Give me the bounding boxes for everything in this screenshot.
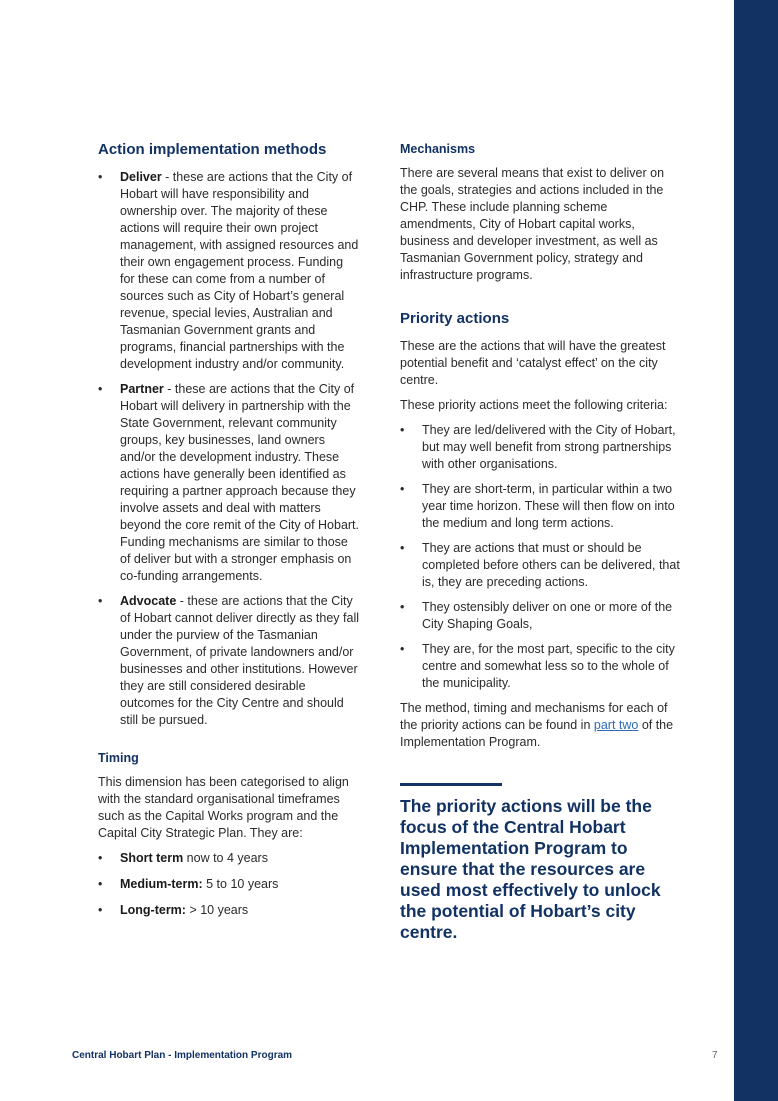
method-text: - these are actions that the City of Hobart will delivery in partnership with the State Government, relevant community groups, key businesses, land owners and/or the development industry. These actions have generally been identified as requiring a partner approach because they involve assets and deal with matters beyond the core remit of the City of Hobart. Funding mechanisms are similar to those of deliver but with a stronger emphasis on co-funding arrangements. [120, 382, 360, 583]
footer-title: Central Hobart Plan - Implementation Program [72, 1050, 293, 1061]
timing-term: Long-term: [120, 903, 186, 917]
bullet-icon: • [400, 423, 405, 437]
method-item-deliver [98, 169, 360, 373]
bullet-icon: • [98, 903, 103, 917]
priority-criteria-intro: These priority actions meet the following criteria: [400, 398, 668, 412]
criteria-item [400, 540, 682, 591]
timing-list [98, 850, 360, 919]
priority-actions-heading: Priority actions [400, 310, 510, 327]
page-edge-band [734, 0, 778, 1101]
method-text: - these are actions that the City of Hobart will have responsibility and ownership over. The majority of these actions will require their own project management, with assigned resources and their own engagement process. Funding for these can come from a number of sources such as City of Hobart’s general revenue, special levies, Australian and Tasmanian Government grants and programs, financial partnerships with the development industry and/or community. [120, 170, 359, 371]
criteria-text: They are, for the most part, specific to the city centre and somewhat less so to the whole of the municipality. [422, 642, 675, 690]
criteria-list [400, 422, 682, 692]
closing-text-after: of the Implementation Program. [400, 718, 674, 749]
criteria-text: They are led/delivered with the City of Hobart, but may well benefit from strong partnerships with other organisations. [422, 423, 676, 471]
bullet-icon: • [98, 851, 103, 865]
pull-quote: The priority actions will be the focus of the Central Hobart Implementation Program to ensure that the resources are used most effectively to unlock the potential of Hobart’s city centre. [400, 796, 661, 942]
timing-text: This dimension has been categorised to align with the standard organisational timeframes such as the Capital Works program and the Capital City Strategic Plan. They are: [98, 775, 349, 840]
bullet-icon: • [98, 382, 103, 396]
criteria-item [400, 641, 682, 692]
mechanisms-text: There are several means that exist to deliver on the goals, strategies and actions included in the CHP. These include planning scheme amendments, City of Hobart capital works, business and developer investment, as well as Tasmanian Government policy, strategy and infrastructure programs. [400, 166, 665, 282]
criteria-item [400, 481, 682, 532]
left-column [98, 141, 360, 928]
bullet-icon: • [98, 594, 103, 608]
methods-list [98, 169, 360, 729]
criteria-text: They are actions that must or should be completed before others can be delivered, that is, they are preceding actions. [422, 541, 680, 589]
criteria-text: They are short-term, in particular within a two year time horizon. These will then flow on into the medium and long term actions. [422, 482, 675, 530]
method-item-advocate [98, 593, 360, 729]
bullet-icon: • [400, 541, 405, 555]
priority-intro: These are the actions that will have the greatest potential benefit and ‘catalyst effect’ on the city centre. [400, 339, 666, 387]
timing-term: Medium-term: [120, 877, 203, 891]
timing-heading: Timing [98, 751, 139, 765]
timing-value: now to 4 years [183, 851, 268, 865]
pull-quote-rule [400, 783, 502, 786]
method-term: Partner [120, 382, 164, 396]
timing-item-long [98, 902, 360, 919]
criteria-item [400, 599, 682, 633]
right-column [400, 142, 682, 943]
timing-item-short [98, 850, 360, 867]
timing-term: Short term [120, 851, 184, 865]
action-methods-heading: Action implementation methods [98, 141, 327, 158]
criteria-item [400, 422, 682, 473]
method-text: - these are actions that the City of Hobart cannot deliver directly as they fall under the purview of the Tasmanian Government, of private landowners and/or businesses and other institutions. However they are still considered desirable outcomes for the City Centre and should still be pursued. [120, 594, 360, 727]
criteria-text: They ostensibly deliver on one or more of the City Shaping Goals, [422, 600, 673, 631]
method-term: Advocate [120, 594, 177, 608]
method-term: Deliver [120, 170, 162, 184]
bullet-icon: • [400, 600, 405, 614]
timing-value: > 10 years [185, 903, 249, 917]
method-item-partner [98, 381, 360, 585]
bullet-icon: • [98, 877, 103, 891]
timing-item-medium [98, 876, 360, 893]
timing-value: 5 to 10 years [202, 877, 279, 891]
bullet-icon: • [400, 482, 405, 496]
bullet-icon: • [98, 170, 103, 184]
mechanisms-heading: Mechanisms [400, 142, 476, 156]
bullet-icon: • [400, 642, 405, 656]
closing-text-before: The method, timing and mechanisms for each of the priority actions can be found in [400, 701, 668, 732]
part-two-link[interactable]: part two [593, 718, 639, 732]
page-number: 7 [712, 1050, 718, 1061]
closing-paragraph [400, 700, 682, 751]
